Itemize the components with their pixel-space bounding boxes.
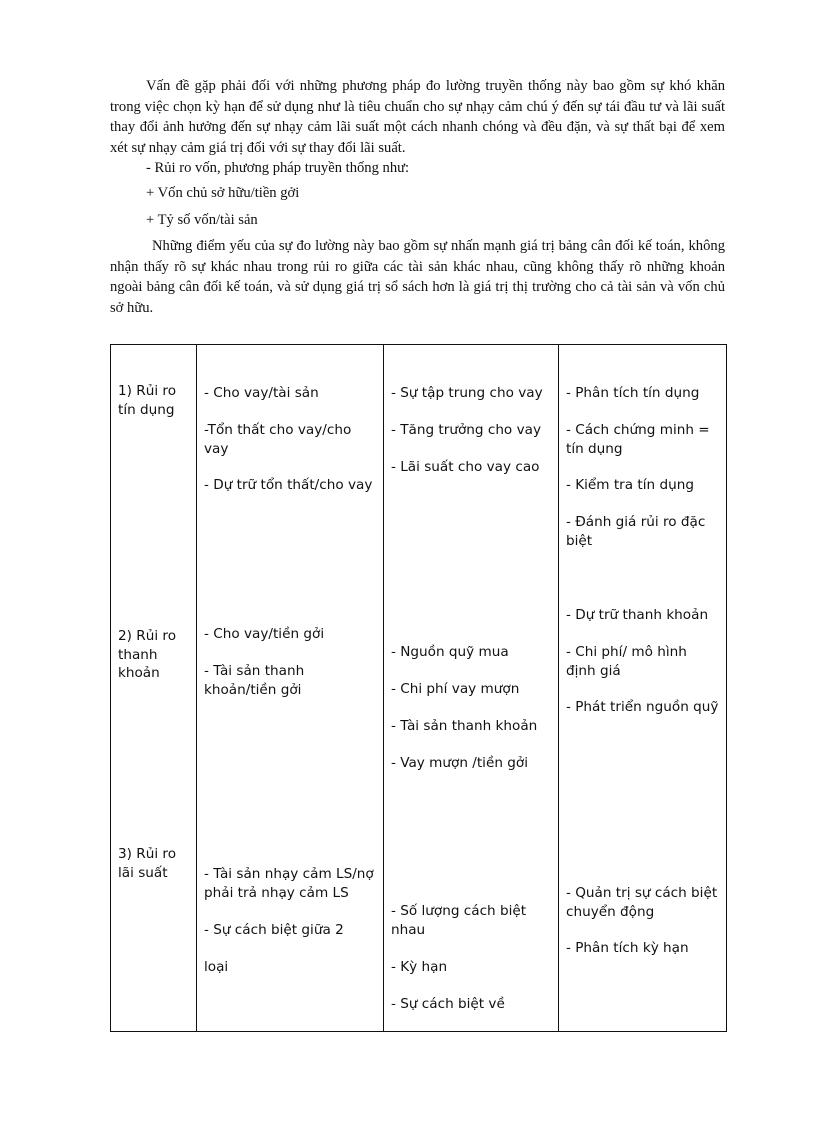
- equity-deposits-line: + Vốn chủ sở hữu/tiền gởi: [146, 185, 300, 201]
- capital-assets-line: + Tỷ số vốn/tài sản: [146, 212, 258, 228]
- list-item: - Sự tập trung cho vay: [391, 385, 543, 401]
- capital-risk-line: - Rủi ro vốn, phương pháp truyền thống như:: [146, 160, 410, 176]
- list-item: - Chi phí vay mượn: [391, 681, 520, 697]
- table-cell: [384, 345, 559, 1032]
- table-row: [111, 345, 727, 1032]
- risk-table: [110, 344, 727, 1032]
- list-item: - Dự trữ tổn thất/cho vay: [204, 477, 373, 493]
- list-item: - Nguồn quỹ mua: [391, 644, 509, 660]
- list-item: - Đánh giá rủi ro đặc biệt: [566, 514, 706, 549]
- intro-paragraph: Vấn đề gặp phải đối với những phương pháp đo lường truyền thống này bao gồm sự khó khăn trong việc chọn kỳ hạn để sử dụng như là tiêu chuẩn cho sự nhạy cảm chú ý đến sự tái đầu tư và lãi suất thay đổi ảnh hưởng đến sự nhạy cảm lãi suất một cách nhanh chóng và đều đặn, và sự thất bại để xem xét sự nhạy cảm giá trị đối với sự thay đổi lãi suất.: [110, 78, 725, 156]
- list-item: - Quản trị sự cách biệt chuyển động: [566, 885, 718, 920]
- list-item: - Phát triển nguồn quỹ: [566, 699, 719, 715]
- list-item: - Dự trữ thanh khoản: [566, 607, 709, 623]
- list-item: - Tài sản thanh khoản/tiền gởi: [204, 663, 305, 698]
- row-label: 1) Rủi ro tín dụng: [118, 383, 177, 418]
- list-item: -Tổn thất cho vay/cho vay: [204, 422, 352, 457]
- list-item: - Phân tích tín dụng: [566, 385, 700, 401]
- list-item: - Kiểm tra tín dụng: [566, 477, 694, 493]
- list-item: - Tài sản thanh khoản: [391, 718, 538, 734]
- list-item: - Cho vay/tài sản: [204, 385, 319, 401]
- list-item: - Lãi suất cho vay cao: [391, 459, 540, 475]
- table-cell: [111, 345, 197, 1032]
- table-cell: [197, 345, 384, 1032]
- list-item: - Phân tích kỳ hạn: [566, 940, 689, 956]
- list-item: - Vay mượn /tiền gởi: [391, 755, 528, 771]
- list-item: loại: [204, 959, 229, 975]
- row-label: 3) Rủi ro lãi suất: [118, 846, 177, 881]
- list-item: - Cho vay/tiền gởi: [204, 626, 325, 642]
- row-label: 2) Rủi ro thanh khoản: [118, 628, 177, 681]
- list-item: - Kỳ hạn: [391, 959, 448, 975]
- weakness-paragraph: Những điểm yếu của sự đo lường này bao gồm sự nhấn mạnh giá trị bảng cân đối kế toán, không nhận thấy rõ sự khác nhau trong rủi ro giữa các tài sản khác nhau, cũng không thấy rõ những khoản ngoài bảng cân đối kế toán, và sử dụng giá trị sổ sách hơn là giá trị thị trường cho cả tài sản và vốn chủ sở hữu.: [110, 238, 725, 316]
- list-item: - Sự cách biệt giữa 2: [204, 922, 344, 938]
- list-item: - Cách chứng minh = tín dụng: [566, 422, 710, 457]
- list-item: - Số lượng cách biệt nhau: [391, 903, 527, 938]
- table-cell: [559, 345, 727, 1032]
- list-item: - Tăng trưởng cho vay: [391, 422, 541, 438]
- list-item: - Chi phí/ mô hình định giá: [566, 644, 687, 679]
- list-item: - Sự cách biệt về: [391, 996, 505, 1012]
- list-item: - Tài sản nhạy cảm LS/nợ phải trả nhạy cảm LS: [204, 866, 374, 901]
